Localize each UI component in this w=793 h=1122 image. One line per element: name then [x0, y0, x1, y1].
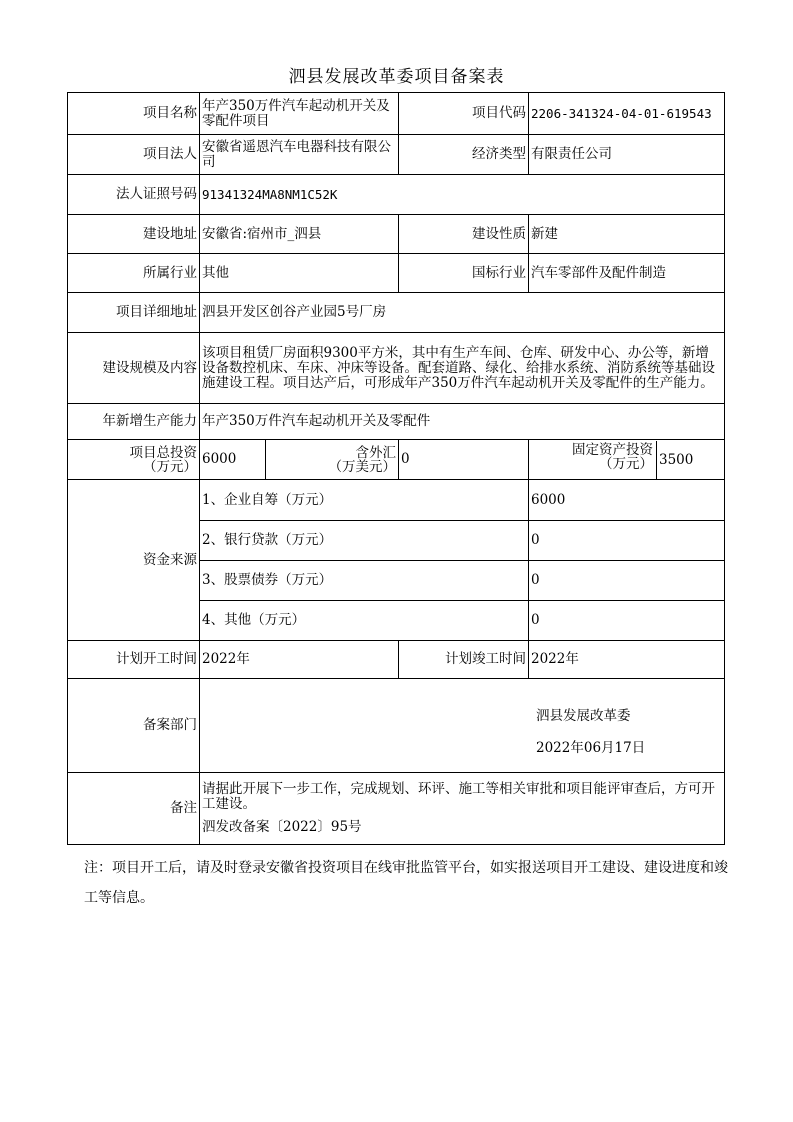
total-invest-label-line2: （万元） — [143, 458, 197, 475]
forex-label — [266, 440, 399, 480]
plan-end-value: 2022年 — [529, 641, 725, 679]
filing-dept-label: 备案部门 — [68, 679, 200, 773]
total-invest-label — [68, 440, 200, 480]
row-capacity — [68, 404, 725, 440]
project-name-label: 项目名称 — [68, 93, 200, 135]
legal-person-label: 项目法人 — [68, 135, 200, 175]
plan-start-value: 2022年 — [200, 641, 399, 679]
filing-date: 2022年06月17日 — [536, 740, 646, 756]
fixed-invest-label-line1: 固定资产投资 — [572, 441, 653, 458]
page-title: 泗县发展改革委项目备案表 — [288, 67, 505, 87]
row-fund-1 — [68, 480, 725, 521]
license-value: 91341324MA8NM1C52K — [200, 175, 725, 215]
filing-dept-cell — [200, 679, 725, 773]
filing-box — [200, 679, 724, 772]
forex-label-line2: （万美元） — [328, 458, 396, 475]
legal-person-value: 安徽省遥恩汽车电器科技有限公司 — [200, 135, 399, 175]
detail-address-value: 泗县开发区创谷产业园5号厂房 — [200, 293, 725, 333]
project-code-value: 2206-341324-04-01-619543 — [529, 93, 725, 135]
fund-source-label: 资金来源 — [68, 480, 200, 641]
econ-type-label: 经济类型 — [399, 135, 529, 175]
fixed-invest-cell — [529, 440, 725, 480]
filing-org: 泗县发展改革委 — [536, 708, 631, 724]
row-license — [68, 175, 725, 215]
scale-label: 建设规模及内容 — [68, 333, 200, 404]
filing-form-table — [67, 92, 725, 845]
fund-1-value: 6000 — [529, 480, 725, 521]
row-filing-dept — [68, 679, 725, 773]
row-legal-person — [68, 135, 725, 175]
fund-4-value: 0 — [529, 601, 725, 641]
license-label: 法人证照号码 — [68, 175, 200, 215]
detail-address-label: 项目详细地址 — [68, 293, 200, 333]
remark-cell — [200, 773, 725, 845]
row-industry — [68, 254, 725, 293]
row-investment — [68, 440, 725, 480]
remark-text: 请据此开展下一步工作，完成规划、环评、施工等相关审批和项目能评审查后，方可开工建设。 — [202, 781, 715, 812]
fund-3-label: 3、股票债券（万元） — [200, 561, 529, 601]
capacity-value: 年产350万件汽车起动机开关及零配件 — [200, 404, 725, 440]
row-detail-address — [68, 293, 725, 333]
build-address-value: 安徽省:宿州市_泗县 — [200, 215, 399, 254]
industry-label: 所属行业 — [68, 254, 200, 293]
forex-label-line1: 含外汇 — [355, 444, 396, 461]
fixed-invest-inner — [529, 441, 724, 479]
industry-value: 其他 — [200, 254, 399, 293]
build-address-label: 建设地址 — [68, 215, 200, 254]
intl-industry-label: 国标行业 — [399, 254, 529, 293]
total-invest-label-line1: 项目总投资 — [129, 444, 197, 461]
plan-start-label: 计划开工时间 — [68, 641, 200, 679]
row-project-name — [68, 93, 725, 135]
scale-value: 该项目租赁厂房面积9300平方米，其中有生产车间、仓库、研发中心、办公等，新增设备数控机床、车床、冲床等设备。配套道路、绿化、给排水系统、消防系统等基础设施建设工程。项目达产后，可形成年产350万件汽车起动机开关及零配件的生产能力。 — [200, 333, 725, 404]
fund-2-value: 0 — [529, 521, 725, 561]
project-code-label: 项目代码 — [399, 93, 529, 135]
row-build-address — [68, 215, 725, 254]
fund-3-value: 0 — [529, 561, 725, 601]
fund-4-label: 4、其他（万元） — [200, 601, 529, 641]
total-invest-value: 6000 — [200, 440, 266, 480]
fund-1-label: 1、企业自筹（万元） — [200, 480, 529, 521]
intl-industry-value: 汽车零部件及配件制造 — [529, 254, 725, 293]
row-schedule — [68, 641, 725, 679]
build-nature-label: 建设性质 — [399, 215, 529, 254]
remark-number: 泗发改备案〔2022〕95号 — [202, 819, 362, 835]
fixed-invest-value: 3500 — [659, 451, 694, 468]
capacity-label: 年新增生产能力 — [68, 404, 200, 440]
econ-type-value: 有限责任公司 — [529, 135, 725, 175]
footnote: 注：项目开工后，请及时登录安徽省投资项目在线审批监管平台，如实报送项目开工建设、建设进度和竣工等信息。 — [84, 860, 728, 906]
remark-label: 备注 — [68, 773, 200, 845]
row-scale — [68, 333, 725, 404]
plan-end-label: 计划竣工时间 — [399, 641, 529, 679]
forex-value: 0 — [399, 440, 529, 480]
project-name-value: 年产350万件汽车起动机开关及零配件项目 — [200, 93, 399, 135]
build-nature-value: 新建 — [529, 215, 725, 254]
fixed-invest-label — [529, 441, 657, 479]
fixed-invest-label-line2: （万元） — [599, 455, 653, 472]
fund-2-label: 2、银行贷款（万元） — [200, 521, 529, 561]
row-remark — [68, 773, 725, 845]
